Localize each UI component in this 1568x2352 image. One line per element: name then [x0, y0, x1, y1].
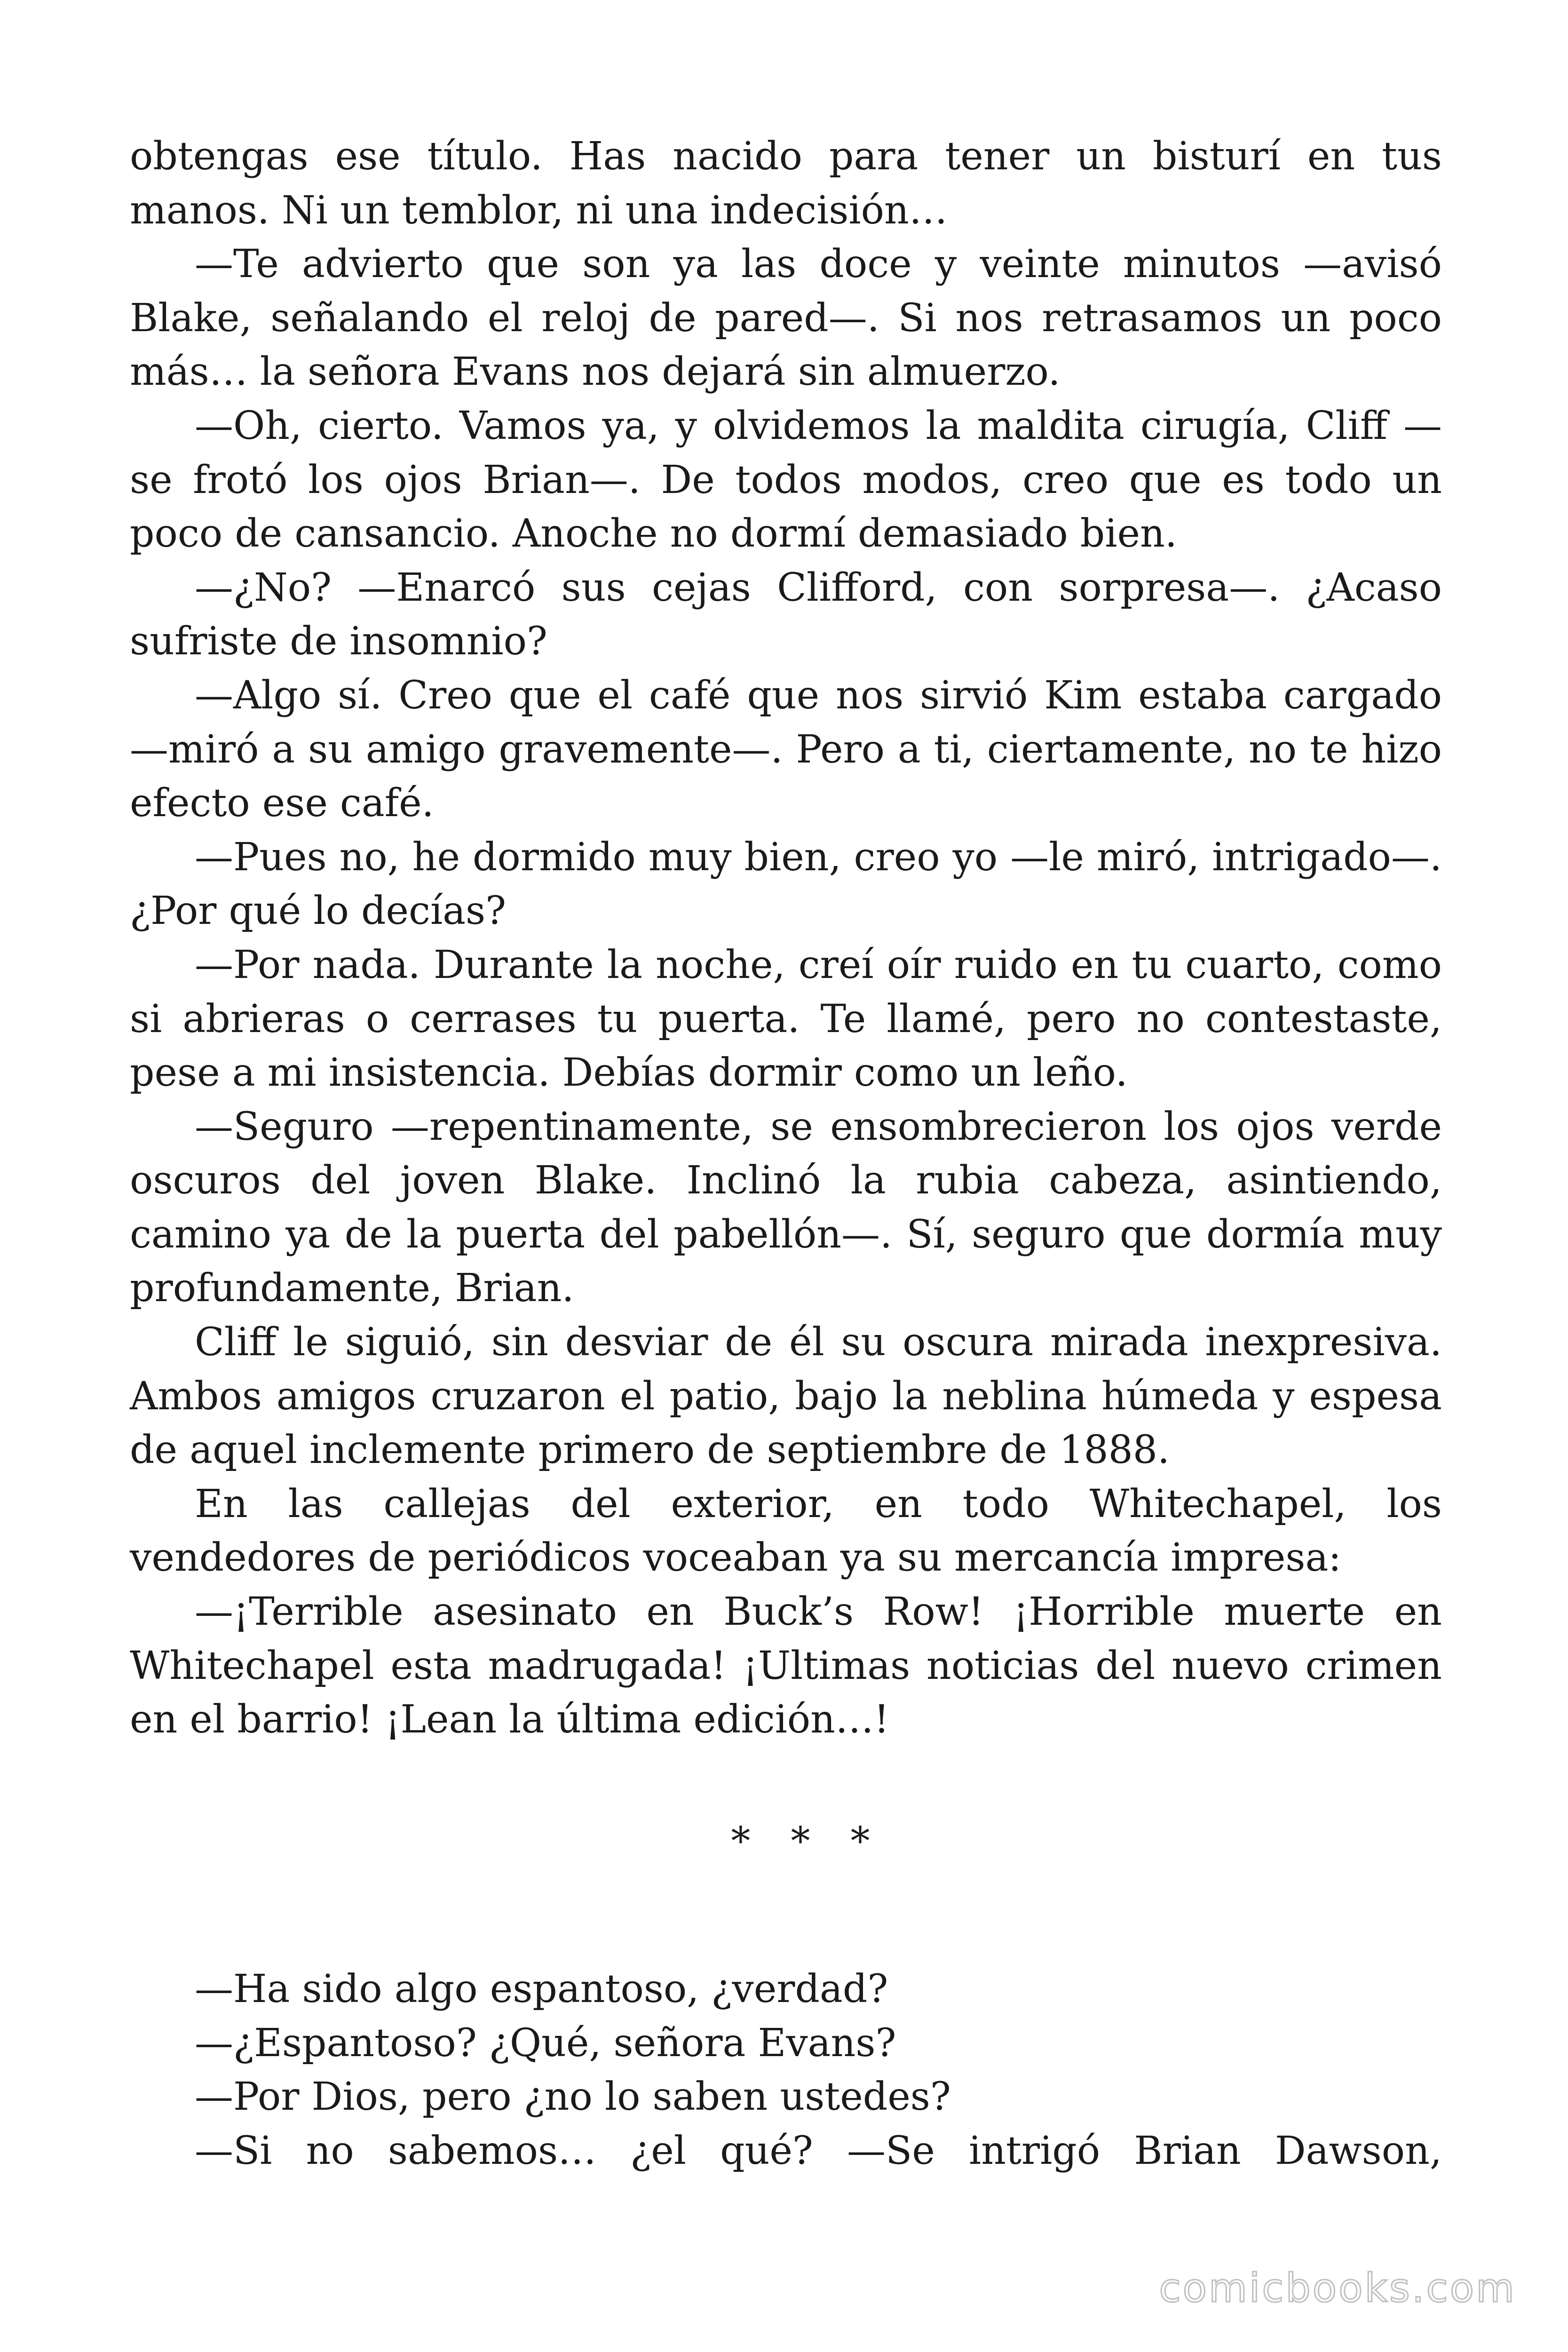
dialogue-line-2: —¿Espantoso? ¿Qué, señora Evans? — [195, 2020, 896, 2066]
paragraph-1: obtengas ese título. Has nacido para tener un bisturí en tus manos. Ni un temblor, ni una indecisión… — [130, 134, 1442, 233]
paragraph-3: —Oh, cierto. Vamos ya, y olvidemos la maldita cirugía, Cliff —se frotó los ojos Brian—. De todos modos, creo que es todo un poco de cansancio. Anoche no dormí demasiado bien. — [130, 403, 1442, 556]
paragraph-11: —¡Terrible asesinato en Buck’s Row! ¡Horrible muerte en Whitechapel esta madrugada! ¡Ultimas noticias del nuevo crimen en el barrio! ¡Lean la última edición…! — [130, 1589, 1442, 1742]
paragraph-2: —Te advierto que son ya las doce y veinte minutos —avisó Blake, señalando el reloj de pared—. Si nos retrasamos un poco más… la señora Evans nos dejará sin almuerzo. — [130, 242, 1442, 395]
paragraph-4: —¿No? —Enarcó sus cejas Clifford, con sorpresa—. ¿Acaso sufriste de insomnio? — [130, 565, 1442, 664]
watermark-logo: comicbooks.com — [1159, 2265, 1516, 2311]
paragraph-5: —Algo sí. Creo que el café que nos sirvió Kim estaba cargado —miró a su amigo gravemente—. Pero a ti, ciertamente, no te hizo efecto ese café. — [130, 673, 1442, 826]
text-block-upper — [130, 130, 1442, 1747]
section-separator: * * * — [731, 1819, 884, 1864]
text-block-lower — [130, 1963, 1442, 2178]
paragraph-6: —Pues no, he dormido muy bien, creo yo —le miró, intrigado—. ¿Por qué lo decías? — [130, 834, 1442, 934]
paragraph-8: —Seguro —repentinamente, se ensombrecieron los ojos verde oscuros del joven Blake. Inclinó la rubia cabeza, asintiendo, camino ya de la puerta del pabellón—. Sí, seguro que dormía muy profundamente, Brian. — [130, 1104, 1442, 1311]
paragraph-9: Cliff le siguió, sin desviar de él su oscura mirada inexpresiva. Ambos amigos cruzaron el patio, bajo la neblina húmeda y espesa de aquel inclemente primero de septiembre de 1888. — [130, 1320, 1442, 1473]
paragraph-7: —Por nada. Durante la noche, creí oír ruido en tu cuarto, como si abrieras o cerrases tu puerta. Te llamé, pero no contestaste, pese a mi insistencia. Debías dormir como un leño. — [130, 942, 1442, 1096]
paragraph-10: En las callejas del exterior, en todo Whitechapel, los vendedores de periódicos voceaban ya su mercancía impresa: — [130, 1481, 1442, 1581]
dialogue-line-1: —Ha sido algo espantoso, ¿verdad? — [195, 1967, 888, 2011]
dialogue-line-4: —Si no sabemos… ¿el qué? —Se intrigó Brian Dawson, — [195, 2128, 1442, 2173]
dialogue-line-3: —Por Dios, pero ¿no lo saben ustedes? — [195, 2074, 951, 2120]
